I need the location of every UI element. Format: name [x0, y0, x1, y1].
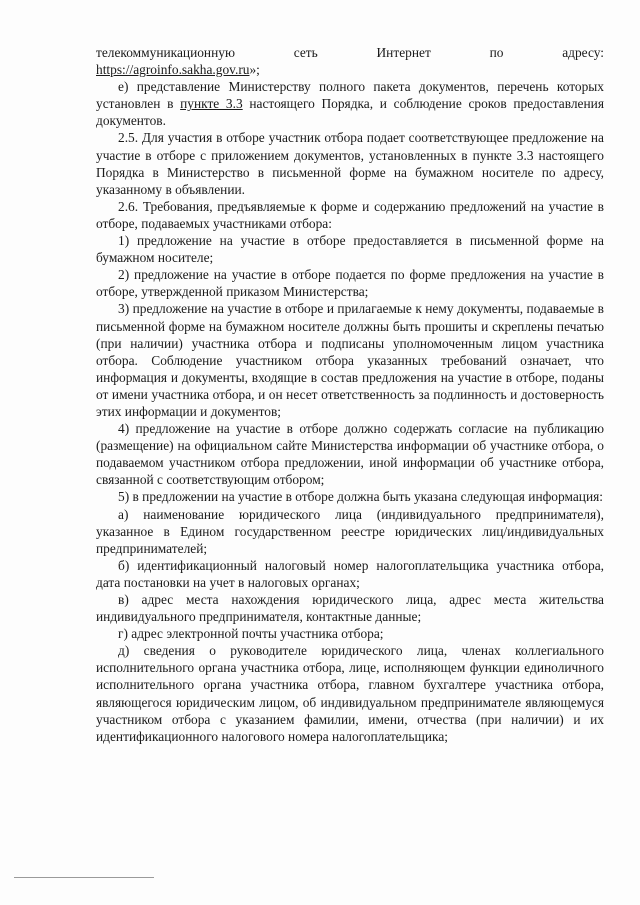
clause-link[interactable]: пункте 3.3 — [180, 96, 243, 112]
subitem-g: г) адрес электронной почты участника отбора; — [118, 626, 384, 642]
item-3: 3) предложение на участие в отборе и прилагаемые к нему документы, подаваемые в письменной форме на бумажном носителе должны быть прошиты и скреплены печатью (при наличии) участника отбора и подписаны уполномоченным лицом участника отбора. Соблюдение участником отбора указанных требований означает, что информация и документы, входящие в состав предложения на участие в отборе, поданы от имени участника отбора, и он несет ответственность за подлинность и достоверность этих информации и документов; — [96, 301, 604, 419]
item-5: 5) в предложении на участие в отборе должна быть указана следующая информация: — [118, 489, 604, 505]
url-link[interactable]: https://agroinfo.sakha.gov.ru — [96, 62, 250, 78]
paragraph-e — [96, 78, 604, 129]
scan-artifact-line — [14, 877, 154, 878]
subitem-d: д) сведения о руководителе юридического лица, членах коллегиального исполнительного органа участника отбора, лице, исполняющем функции единоличного исполнительного органа участника отбора, главном бухгалтере участника отбора, являющегося юридическим лицом, об индивидуальном предпринимателе являющемуся участником отбора с указанием фамилии, имени, отчества (при наличии) и их идентификационного налогового номера налогоплательщика; — [96, 643, 604, 744]
first-line-word: по — [489, 45, 504, 60]
item-2: 2) предложение на участие в отборе подается по форме предложения на участие в отборе, утвержденной приказом Министерства; — [96, 267, 604, 300]
first-line — [96, 44, 604, 61]
paragraph-text: настоящего Порядка, и соблюдение сроков предоставления документов. — [96, 96, 604, 129]
subitem-a: а) наименование юридического лица (индивидуального предпринимателя), указанное в Едином государственном реестре юридических лиц/индивидуальных предпринимателей; — [96, 506, 604, 556]
paragraph-2-6: 2.6. Требования, предъявляемые к форме и содержанию предложений на участие в отборе, подаваемых участниками отбора: — [96, 198, 604, 231]
subitem-b: б) идентификационный налоговый номер налогоплательщика участника отбора, дата постановки на учет в налоговых органах; — [96, 557, 604, 590]
url-suffix: »; — [249, 62, 260, 78]
first-line-word: адресу: — [562, 45, 604, 60]
url-line — [96, 61, 604, 78]
paragraph-text: е) представление Министерству полного пакета документов, перечень которых установлен в — [96, 79, 604, 112]
subitem-v: в) адрес места нахождения юридического лица, адрес места жительства индивидуального предпринимателя, контактные данные; — [96, 592, 604, 625]
item-4: 4) предложение на участие в отборе должно содержать согласие на публикацию (размещение) на официальном сайте Министерства информации об участнике отбора, о подаваемом участником отбора предложении, иной информации об участнике отбора, связанной с соответствующим отбором; — [96, 421, 604, 488]
document-body — [96, 44, 604, 745]
first-line-word: телекоммуникационную — [96, 45, 235, 60]
item-1: 1) предложение на участие в отборе предоставляется в письменной форме на бумажном носителе; — [96, 233, 604, 266]
first-line-word: сеть — [293, 45, 318, 60]
paragraph-2-5: 2.5. Для участия в отборе участник отбора подает соответствующее предложение на участие в отборе с приложением документов, установленных в пункте 3.3 настоящего Порядка в Министерство в письменной форме на бумажном носителе по адресу, указанному в объявлении. — [96, 130, 604, 197]
first-line-word: Интернет — [376, 45, 431, 60]
